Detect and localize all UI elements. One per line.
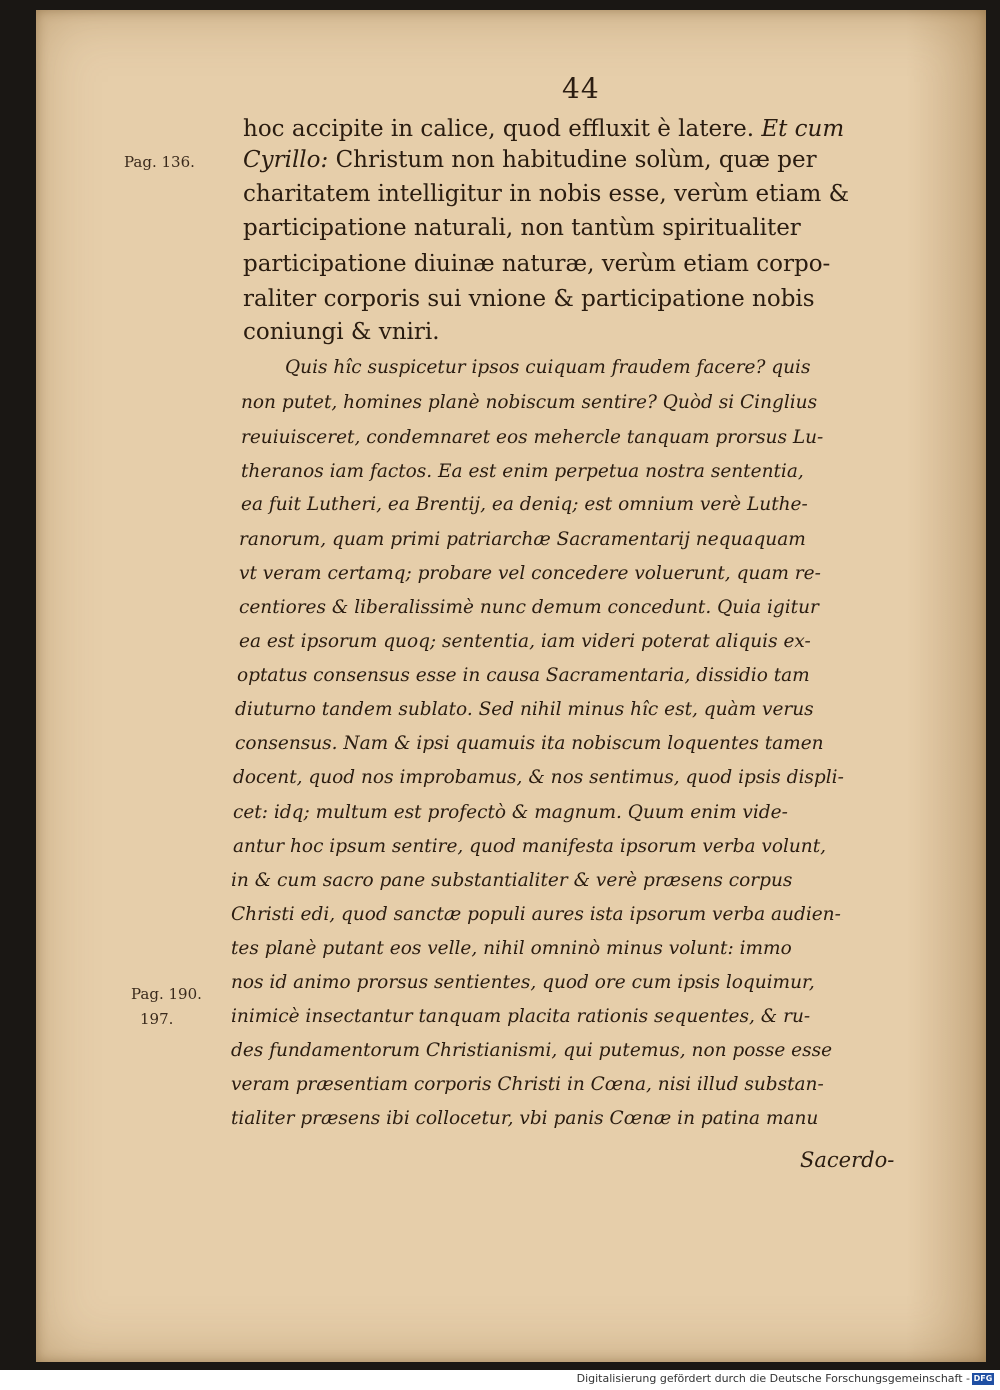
text-line-1-italic: Et cum [761, 116, 845, 142]
italic-line-10: optatus consensus esse in causa Sacramentaria, dissidio tam [237, 665, 810, 686]
italic-line-1: Quis hîc suspicetur ipsos cuiquam fraudem facere? quis [285, 357, 811, 378]
marginal-note-pag-136: Pag. 136. [124, 153, 195, 171]
text-line-7: coniungi & vniri. [243, 319, 440, 345]
page-edge-stain [906, 10, 986, 1362]
text-line-5: participatione diuinæ naturæ, verùm etiam corpo- [243, 251, 831, 277]
italic-line-22: veram præsentiam corporis Christi in Cœna, nisi illud substan- [231, 1074, 824, 1095]
italic-line-19: nos id animo prorsus sentientes, quod ore cum ipsis loquimur, [231, 972, 815, 993]
italic-line-18: tes planè putant eos velle, nihil omninò minus volunt: immo [231, 938, 792, 959]
italic-line-12: consensus. Nam & ipsi quamuis ita nobiscum loquentes tamen [235, 733, 824, 754]
italic-line-13: docent, quod nos improbamus, & nos sentimus, quod ipsis displi- [233, 767, 844, 788]
catchword: Sacerdo- [800, 1148, 895, 1172]
italic-line-11: diuturno tandem sublato. Sed nihil minus hîc est, quàm verus [235, 699, 814, 720]
text-line-6: raliter corporis sui vnione & participatione nobis [243, 286, 815, 312]
marginal-note-pag-190: Pag. 190. [131, 985, 202, 1003]
page-number: 44 [562, 72, 600, 105]
italic-line-16: in & cum sacro pane substantialiter & verè præsens corpus [231, 870, 793, 891]
text-line-2-roman: Christum non habitudine solùm, quæ per [335, 147, 817, 173]
marginal-note-197: 197. [140, 1010, 174, 1028]
italic-line-17: Christi edi, quod sanctæ populi aures ista ipsorum verba audien- [231, 904, 841, 925]
italic-line-6: ranorum, quam primi patriarchæ Sacramentarij nequaquam [239, 529, 806, 550]
italic-line-2: non putet, homines planè nobiscum sentire? Quòd si Cinglius [241, 392, 818, 413]
text-line-3: charitatem intelligitur in nobis esse, verùm etiam & [243, 181, 850, 207]
italic-line-3: reuiuisceret, condemnaret eos mehercle tanquam prorsus Lu- [241, 427, 824, 448]
footer-credit: Digitalisierung gefördert durch die Deutsche Forschungsgemeinschaft - [576, 1372, 970, 1385]
italic-line-5: ea fuit Lutheri, ea Brentij, ea deniq; est omnium verè Luthe- [241, 494, 808, 515]
text-line-2 [243, 145, 817, 176]
text-line-1 [243, 114, 844, 145]
italic-line-9: ea est ipsorum quoq; sententia, iam videri poterat aliquis ex- [239, 631, 811, 652]
text-line-2-italic: Cyrillo: [243, 147, 329, 173]
text-line-1-roman: hoc accipite in calice, quod effluxit è latere. [243, 116, 755, 142]
text-line-4: participatione naturali, non tantùm spiritualiter [243, 215, 801, 241]
italic-line-20: inimicè insectantur tanquam placita rationis sequentes, & ru- [231, 1006, 811, 1027]
italic-line-23: tialiter præsens ibi collocetur, vbi panis Cœnæ in patina manu [231, 1108, 819, 1129]
italic-line-21: des fundamentorum Christianismi, qui putemus, non posse esse [231, 1040, 833, 1061]
italic-line-7: vt veram certamq; probare vel concedere voluerunt, quam re- [239, 563, 821, 584]
dfg-logo-icon: DFG [973, 1374, 993, 1383]
italic-line-4: theranos iam factos. Ea est enim perpetua nostra sententia, [241, 461, 804, 482]
italic-line-8: centiores & liberalissimè nunc demum concedunt. Quia igitur [239, 597, 819, 618]
italic-line-15: antur hoc ipsum sentire, quod manifesta ipsorum verba volunt, [233, 836, 827, 857]
italic-line-14: cet: idq; multum est profectò & magnum. Quum enim vide- [233, 802, 788, 823]
